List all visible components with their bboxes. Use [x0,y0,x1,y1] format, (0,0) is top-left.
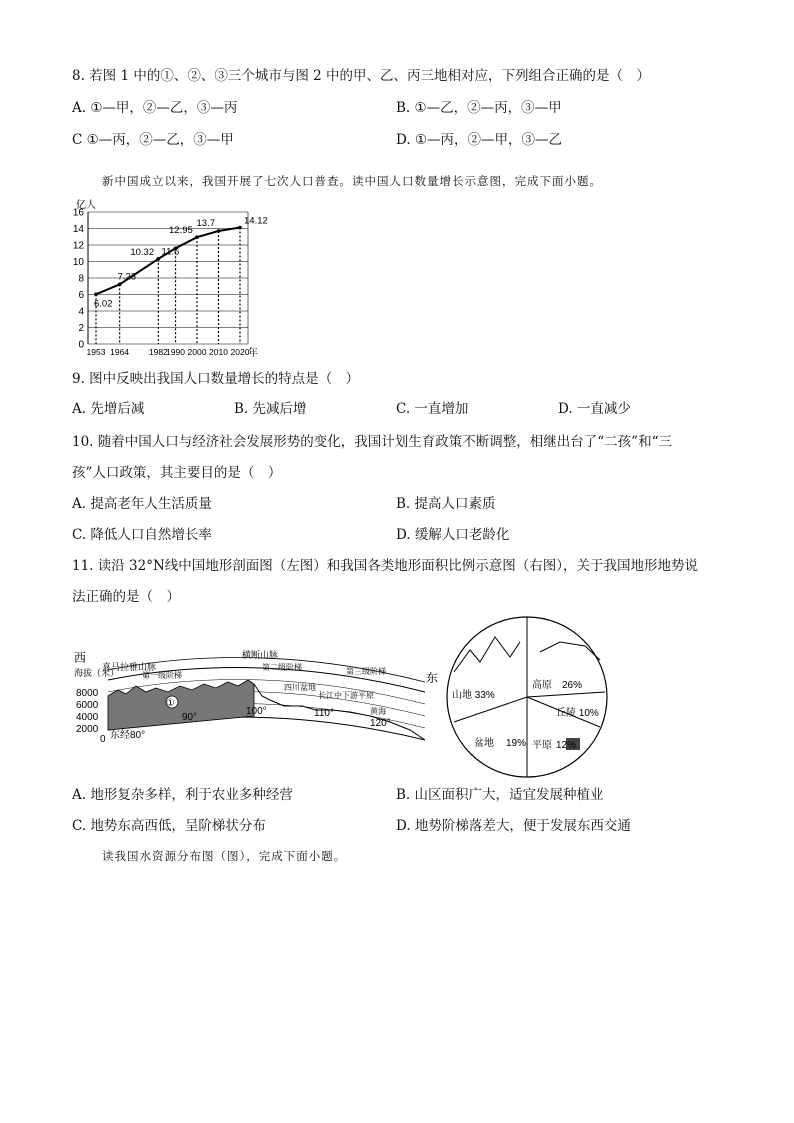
svg-text:120°: 120° [370,718,391,729]
data-point [157,257,161,261]
pie-hill-label: 丘陵 10% [556,708,599,719]
y-tick-label: 4 [78,306,84,318]
data-point [118,283,122,287]
q11-option-a: A. 地形复杂多样，利于农业多种经营 [72,787,293,803]
q8-stem: 8. 若图 1 中的①、②、③三个城市与图 2 中的甲、乙、丙三地相对应，下列组合正确的是（ ） [72,68,651,84]
data-label: 6.02 [94,298,113,310]
chart-grid [88,212,248,344]
data-point [94,293,98,297]
svg-text:90°: 90° [182,712,198,723]
sichuan-basin-label: 四川盆地 [284,683,316,692]
data-labels [94,216,268,310]
svg-text:2000: 2000 [76,724,99,735]
svg-text:8000: 8000 [76,688,99,699]
pie-plain-label: 平原 [532,740,552,751]
x-tick-label: 2020 [230,347,250,357]
q8-option-a: A. ①—甲，②—乙，③—丙 [72,100,238,116]
y-tick-labels [73,208,85,351]
svg-text:4000: 4000 [76,712,99,723]
q10-stem-line2: 孩”人口政策，其主要目的是（ ） [72,465,282,481]
q10-option-a: A. 提高老年人生活质量 [72,496,212,512]
svg-text:0: 0 [100,734,106,745]
y-tick-label: 2 [78,323,84,334]
q8-option-b: B. ①—乙，②—丙，③—甲 [396,100,562,116]
svg-text:东经80°: 东经80° [110,730,146,741]
pie-plateau-label: 高原 [532,680,552,691]
data-point [217,229,221,233]
intro-water-resources: 读我国水资源分布图（图），完成下面小题。 [102,849,347,863]
svg-text:110°: 110° [314,708,334,719]
x-tick-label: 1953 [86,347,106,357]
y-tick-label: 8 [78,273,84,285]
east-label: 东 [426,671,439,685]
q11-option-b: B. 山区面积广大，适宜发展种植业 [396,787,604,803]
q10-option-b: B. 提高人口素质 [396,496,496,512]
hengduan-label: 横断山脉 [242,650,279,660]
data-label: 11.6 [161,246,180,258]
y-tick-label: 6 [78,290,84,301]
q11-option-d: D. 地势阶梯落差大，便于发展东西交通 [396,818,631,834]
terrain-area-figure [440,612,615,782]
x-tick-label: 1990 [166,347,185,357]
x-tick-labels [87,347,250,357]
y-axis-label: 亿人 [76,200,96,211]
step2-label: 第二级阶梯 [262,663,302,672]
intro-population: 新中国成立以来，我国开展了七次人口普查。读中国人口数量增长示意图，完成下面小题。 [102,174,602,188]
y-tick-label: 14 [72,224,84,235]
population-chart [60,196,270,361]
pie-plateau-pct: 26% [562,680,583,691]
data-point [238,226,242,230]
himalaya-label: 喜马拉雅山脉 [102,662,157,672]
q11-option-c: C. 地势东高西低，呈阶梯状分布 [72,818,266,834]
q10-option-c: C. 降低人口自然增长率 [72,527,212,543]
y-tick-label: 0 [78,339,84,351]
q9-option-c: C. 一直增加 [396,401,469,417]
q11-stem-line2: 法正确的是（ ） [72,589,180,605]
yangtze-plain-label: 长江中下游平原 [318,691,374,700]
y-tick-label: 16 [72,207,84,219]
y-tick-label: 10 [72,257,84,268]
pie-plain-pct: 12% [556,740,577,751]
pie-basin-pct: 19% [506,738,527,749]
x-tick-label: 2010 [209,347,228,357]
y-tick-label: 12 [72,240,84,252]
yellow-sea-label: 黄海 [370,707,386,716]
x-axis-label: 年 [248,348,258,359]
step3-label: 第三级阶梯 [346,667,386,676]
q9-option-a: A. 先增后减 [72,401,145,417]
q10-stem-line1: 10. 随着中国人口与经济社会发展形势的变化，我国计划生育政策不断调整，相继出台了“二孩”和“三 [72,434,672,450]
terrain-profile-figure [70,640,445,750]
data-label: 12.95 [169,225,193,237]
elevation-ticks [76,688,106,745]
x-tick-label: 1964 [110,347,130,357]
q10-option-d: D. 缓解人口老龄化 [396,527,510,543]
data-point [195,235,199,239]
x-tick-label: 1982 [148,347,168,357]
q9-stem: 9. 图中反映出我国人口数量增长的特点是（ ） [72,371,360,387]
data-label: 13.7 [196,217,216,229]
pie-mountain-label: 山地 33% [452,690,495,701]
q9-option-d: D. 一直减少 [558,401,631,417]
plateau-terrain [108,680,254,730]
q9-option-b: B. 先减后增 [234,401,307,417]
elevation-label: 海拔（米） [74,668,120,678]
q11-stem-line1: 11. 读沿 32°N线中国地形剖面图（左图）和我国各类地形面积比例示意图（右图），关于我国地形地势说 [72,558,699,574]
circle-1-label: ① [166,698,175,709]
svg-text:100°: 100° [246,706,267,717]
data-label: 14.12 [244,215,268,227]
data-label: 7.23 [117,271,137,283]
pie-basin-label: 盆地 [474,738,494,749]
svg-text:6000: 6000 [76,700,99,711]
x-tick-label: 2000 [187,347,207,357]
q8-option-c: C ①—丙，②—乙，③—甲 [72,132,234,148]
data-label: 10.32 [130,246,155,258]
west-label: 西 [74,651,87,665]
step1-label: 第一级阶梯 [142,671,182,680]
q8-option-d: D. ①—丙，②—甲，③—乙 [396,132,563,148]
